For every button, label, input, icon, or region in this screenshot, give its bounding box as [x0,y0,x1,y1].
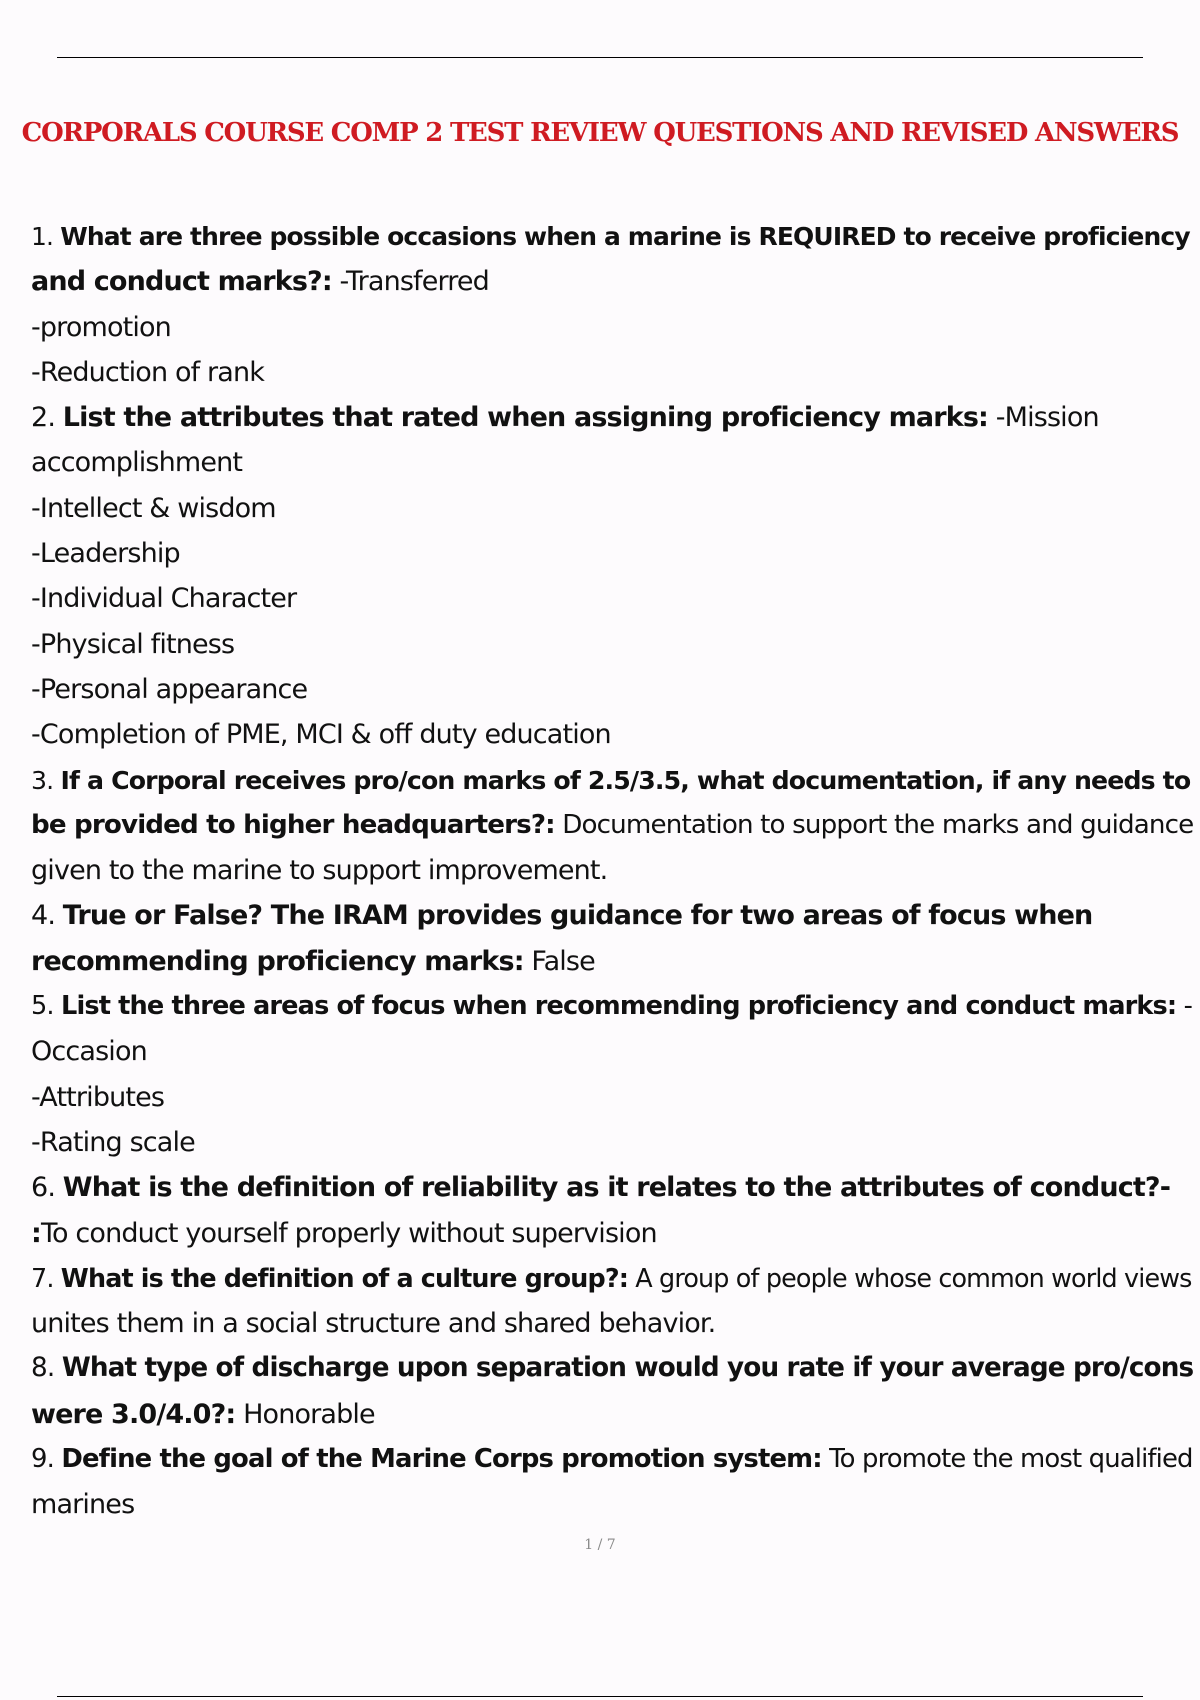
text-line [31,305,1196,350]
text-line [31,350,1196,395]
text-line [31,1075,1196,1120]
question-number: 9. [31,1444,54,1475]
answer-text: -Leadership [31,538,180,570]
text-line [31,667,1196,712]
question-number: 5. [31,991,54,1022]
question-text: be provided to higher headquarters?: [31,809,555,840]
question-text: : [31,1217,41,1249]
text-line [31,1211,1196,1256]
question-number: 8. [31,1353,55,1384]
document-title: CORPORALS COURSE COMP 2 TEST REVIEW QUESTIONS AND REVISED ANSWERS [21,118,1179,148]
answer-text: accomplishment [31,447,243,479]
answer-text: -Personal appearance [31,673,308,705]
question-text: If a Corporal receives pro/con marks of 2.5/3.5, what documentation, if any needs to [60,765,1191,795]
text-line [31,486,1196,531]
answer-text: A group of people whose common world views [628,1262,1192,1293]
answer-text: -Transferred [331,266,489,298]
text-line [31,712,1196,757]
question-text: What type of discharge upon separation would you rate if your average pro/cons [61,1353,1194,1384]
text-line [31,576,1196,621]
answer-text: unites them in a social structure and shared behavior. [31,1308,716,1340]
text-line [31,1437,1196,1482]
answer-text: -Mission [988,402,1099,434]
text-line [31,1120,1196,1165]
answer-text: -Individual Character [31,583,297,615]
question-text: True or False? The IRAM provides guidance for two areas of focus when [62,900,1093,932]
text-line [31,440,1196,485]
answer-text: -Reduction of rank [31,356,264,388]
answer-text: given to the marine to support improvement. [31,855,608,887]
answer-text: marines [31,1489,135,1521]
text-line [31,984,1196,1029]
question-number: 2. [31,402,56,434]
text-line [31,259,1196,304]
text-line [31,1301,1196,1346]
text-line [31,214,1196,259]
text-line [31,1165,1196,1210]
text-line [31,1392,1196,1437]
answer-text: - [1176,991,1192,1022]
question-number: 6. [31,1172,56,1204]
question-text: Define the goal of the Marine Corps promotion system: [61,1444,822,1475]
text-line [31,1482,1196,1527]
question-text: List the three areas of focus when recommending proficiency and conduct marks: [61,991,1177,1022]
answer-text: -Rating scale [31,1126,195,1158]
answer-text: To promote the most qualified [821,1444,1193,1475]
text-line [31,758,1196,803]
text-line [31,622,1196,667]
answer-text: -Intellect & wisdom [31,492,276,524]
answer-text: -Completion of PME, MCI & off duty education [31,719,611,751]
answer-text: Occasion [31,1036,147,1068]
question-text: What is the definition of reliability as it relates to the attributes of conduct?- [62,1172,1171,1204]
top-rule [57,57,1143,58]
text-line [31,531,1196,576]
question-number: 3. [31,765,54,795]
question-text: were 3.0/4.0?: [31,1398,236,1430]
text-line [31,1256,1196,1301]
text-line [31,395,1196,440]
question-text: List the attributes that rated when assigning proficiency marks: [62,402,989,434]
answer-text: -Attributes [31,1081,165,1113]
text-line [31,1029,1196,1074]
question-text: recommending proficiency marks: [31,945,524,977]
answer-text: To conduct yourself properly without supervision [40,1217,657,1249]
qa-content [31,214,1196,1528]
answer-text: -Physical fitness [31,628,235,660]
answer-text: Honorable [235,1398,375,1430]
text-line [31,803,1196,848]
answer-text: Documentation to support the marks and guidance [554,809,1194,840]
question-number: 7. [31,1262,54,1293]
question-text: What is the definition of a culture group?: [60,1262,629,1293]
text-line [31,848,1196,893]
text-line [31,1346,1196,1391]
answer-text: False [523,945,595,977]
question-number: 4. [31,900,56,932]
question-text: What are three possible occasions when a marine is REQUIRED to receive proficiency [60,222,1190,251]
question-text: and conduct marks?: [31,266,332,298]
answer-text: -promotion [31,311,171,343]
text-line [31,893,1196,938]
text-line [31,939,1196,984]
bottom-rule [57,1696,1143,1697]
page-indicator: 1 / 7 [584,1537,616,1553]
question-number: 1. [31,222,54,251]
